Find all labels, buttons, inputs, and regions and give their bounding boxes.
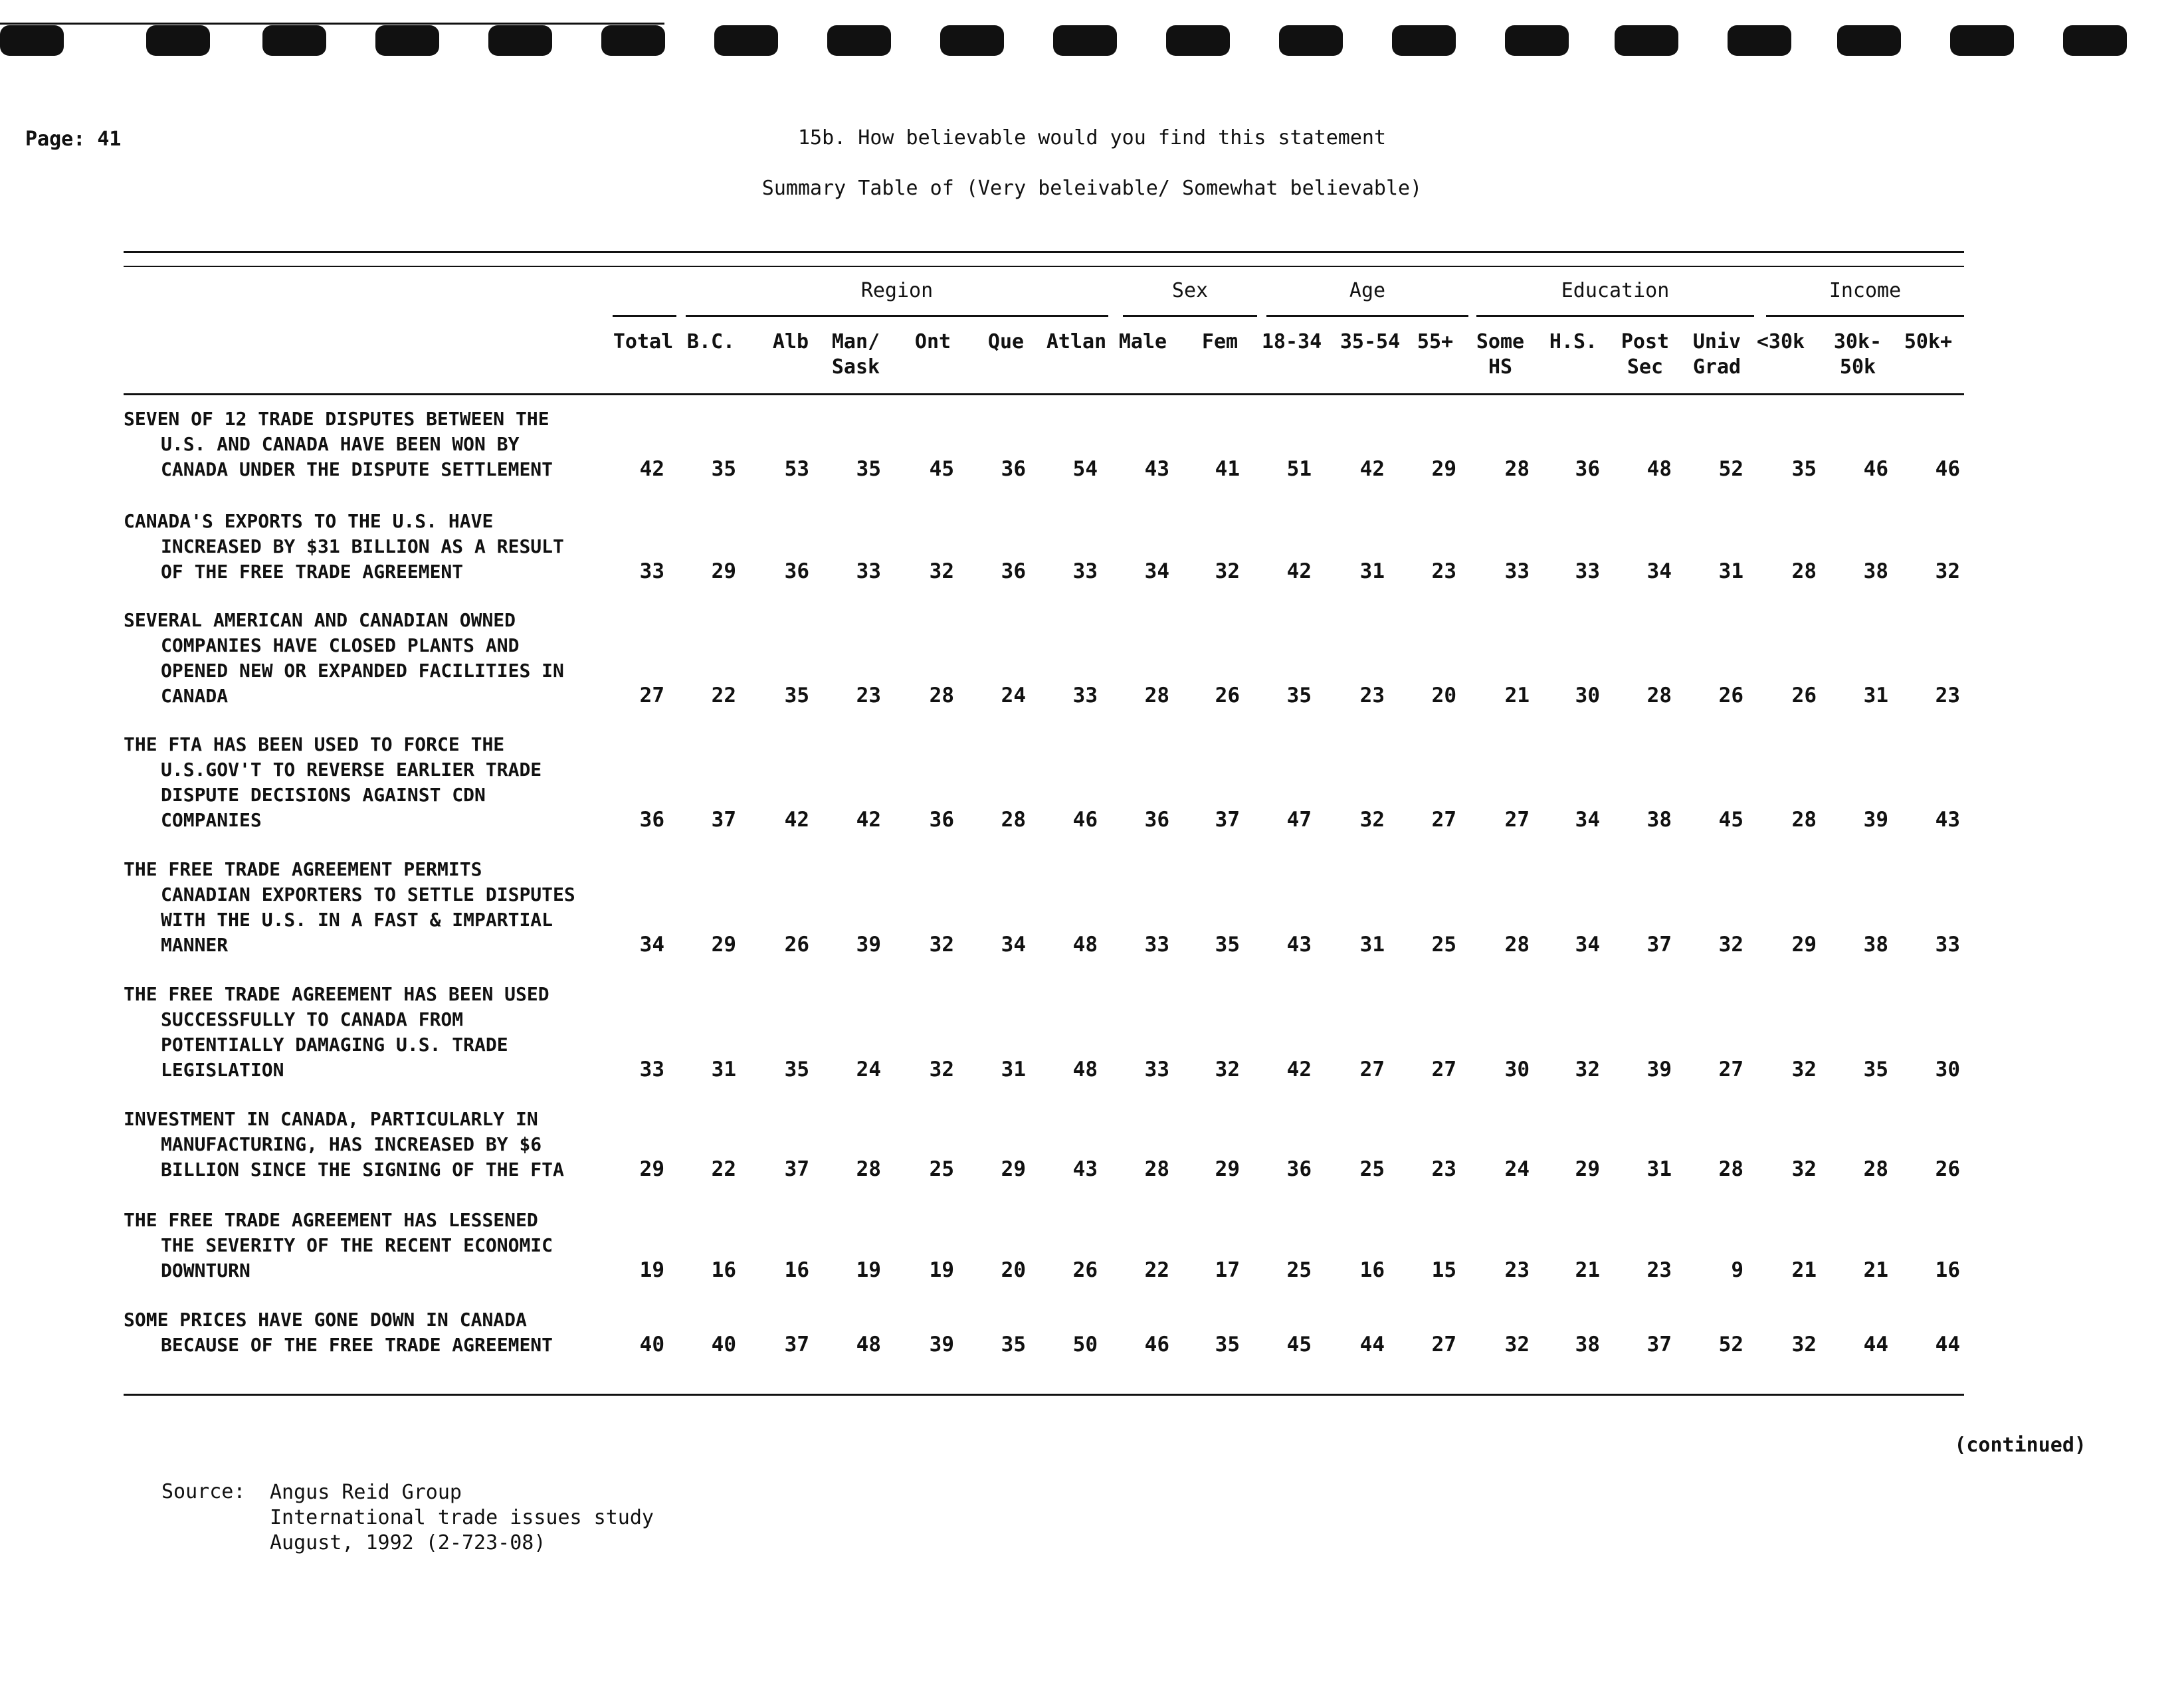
perforation-hole — [1392, 25, 1456, 56]
table-cell: 42 — [856, 808, 881, 832]
table-cell: 45 — [1286, 1333, 1312, 1357]
table-cell: 28 — [1646, 684, 1672, 707]
column-header-line: Total — [613, 330, 674, 353]
row-label-line: THE FREE TRADE AGREEMENT HAS BEEN USED — [124, 983, 549, 1005]
table-cell: 27 — [1431, 808, 1456, 832]
table-cell: 26 — [1791, 684, 1817, 707]
column-header-line: Sec — [1627, 355, 1664, 379]
row-label-line: BECAUSE OF THE FREE TRADE AGREEMENT — [161, 1334, 553, 1356]
table-cell: 34 — [1575, 933, 1600, 957]
table-cell: 32 — [1215, 1058, 1240, 1081]
table-cell: 34 — [1646, 559, 1672, 583]
column-header — [1534, 329, 1613, 355]
column-header — [1741, 329, 1821, 355]
table-cell: 20 — [1431, 684, 1456, 707]
table-bottom-rule — [124, 1394, 1964, 1396]
column-header-line: 35-54 — [1340, 330, 1401, 353]
perforation-hole — [1279, 25, 1343, 56]
table-cell: 23 — [1359, 684, 1385, 707]
column-header-line: HS — [1488, 355, 1513, 379]
table-cell: 21 — [1791, 1258, 1817, 1282]
table-cell: 27 — [1431, 1333, 1456, 1357]
perforation-hole — [827, 25, 891, 56]
table-cell: 20 — [1001, 1258, 1026, 1282]
row-label — [124, 407, 553, 482]
table-subtitle: Summary Table of (Very beleivable/ Somewhat believable) — [761, 177, 1423, 200]
table-cell: 38 — [1863, 559, 1888, 583]
row-label-line: THE SEVERITY OF THE RECENT ECONOMIC — [161, 1234, 553, 1256]
table-cell: 24 — [1001, 684, 1026, 707]
table-cell: 42 — [1286, 559, 1312, 583]
group-header-sex: Sex — [1171, 279, 1209, 302]
table-cell: 29 — [1431, 457, 1456, 481]
table-cell: 33 — [1504, 559, 1530, 583]
row-label-line: MANNER — [161, 934, 229, 956]
table-cell: 46 — [1144, 1333, 1169, 1357]
column-header-line: 50k — [1839, 355, 1876, 379]
column-header — [1888, 329, 1968, 355]
table-cell: 32 — [929, 933, 954, 957]
row-label-line: THE FREE TRADE AGREEMENT HAS LESSENED — [124, 1209, 538, 1231]
table-cell: 27 — [1504, 808, 1530, 832]
table-cell: 29 — [1575, 1157, 1600, 1181]
table-cell: 30 — [1935, 1058, 1960, 1081]
column-header-line: Ont — [914, 330, 951, 353]
row-label-line: DOWNTURN — [161, 1260, 250, 1281]
table-cell: 31 — [1863, 684, 1888, 707]
table-cell: 27 — [639, 684, 664, 707]
table-cell: 16 — [1935, 1258, 1960, 1282]
table-cell: 42 — [1286, 1058, 1312, 1081]
column-header — [1460, 329, 1540, 380]
table-cell: 54 — [1072, 457, 1098, 481]
table-cell: 23 — [1935, 684, 1960, 707]
table-cell: 35 — [784, 1058, 809, 1081]
table-cell: 19 — [639, 1258, 664, 1282]
table-cell: 23 — [1431, 1157, 1456, 1181]
perforation-hole — [0, 25, 64, 56]
column-header-line: Post — [1621, 330, 1670, 353]
table-cell: 51 — [1286, 457, 1312, 481]
table-cell: 23 — [1646, 1258, 1672, 1282]
column-header — [1252, 329, 1332, 355]
row-label-line: SOME PRICES HAVE GONE DOWN IN CANADA — [124, 1309, 527, 1331]
table-cell: 32 — [1718, 933, 1743, 957]
group-underline — [1123, 315, 1257, 317]
table-cell: 16 — [711, 1258, 736, 1282]
table-cell: 27 — [1359, 1058, 1385, 1081]
group-underline — [1266, 315, 1468, 317]
table-cell: 52 — [1718, 457, 1743, 481]
group-underline — [613, 315, 676, 317]
table-cell: 52 — [1718, 1333, 1743, 1357]
table-cell: 27 — [1431, 1058, 1456, 1081]
table-cell: 43 — [1935, 808, 1960, 832]
table-cell: 35 — [1863, 1058, 1888, 1081]
group-underline — [686, 315, 1108, 317]
column-header-line: Atlan — [1046, 330, 1107, 353]
column-header-line: Que — [987, 330, 1025, 353]
table-cell: 32 — [1215, 559, 1240, 583]
table-cell: 19 — [856, 1258, 881, 1282]
table-cell: 32 — [1791, 1157, 1817, 1181]
table-cell: 36 — [1575, 457, 1600, 481]
perforation-hole — [1053, 25, 1117, 56]
row-label-line: BILLION SINCE THE SIGNING OF THE FTA — [161, 1159, 564, 1180]
table-cell: 29 — [639, 1157, 664, 1181]
table-cell: 43 — [1072, 1157, 1098, 1181]
table-cell: 33 — [1575, 559, 1600, 583]
column-header-line: 30k- — [1833, 330, 1882, 353]
table-cell: 28 — [1791, 559, 1817, 583]
table-cell: 36 — [1144, 808, 1169, 832]
row-label-line: INVESTMENT IN CANADA, PARTICULARLY IN — [124, 1108, 538, 1130]
table-cell: 31 — [1646, 1157, 1672, 1181]
column-header-line: <30k — [1756, 330, 1805, 353]
column-header-line: Fem — [1201, 330, 1239, 353]
table-cell: 26 — [1072, 1258, 1098, 1282]
table-cell: 28 — [1718, 1157, 1743, 1181]
table-cell: 46 — [1863, 457, 1888, 481]
table-cell: 26 — [1215, 684, 1240, 707]
table-cell: 45 — [1718, 808, 1743, 832]
table-cell: 37 — [711, 808, 736, 832]
row-label-line: INCREASED BY $31 BILLION AS A RESULT — [161, 535, 564, 557]
row-label-line: CANADA — [161, 685, 229, 707]
row-label-line: THE FREE TRADE AGREEMENT PERMITS — [124, 858, 482, 880]
table-cell: 34 — [1001, 933, 1026, 957]
table-cell: 44 — [1359, 1333, 1385, 1357]
table-cell: 42 — [1359, 457, 1385, 481]
row-label-line: OF THE FREE TRADE AGREEMENT — [161, 561, 464, 583]
table-cell: 23 — [1431, 559, 1456, 583]
table-cell: 32 — [1791, 1333, 1817, 1357]
continued-note: (continued) — [1954, 1434, 2086, 1457]
table-cell: 48 — [1646, 457, 1672, 481]
table-cell: 22 — [711, 684, 736, 707]
source-line: International trade issues study — [270, 1506, 654, 1529]
table-cell: 53 — [784, 457, 809, 481]
table-cell: 32 — [1791, 1058, 1817, 1081]
table-cell: 26 — [784, 933, 809, 957]
perforation-hole — [1505, 25, 1569, 56]
table-cell: 37 — [1646, 933, 1672, 957]
table-top-rule — [124, 251, 1964, 253]
perforation-hole — [940, 25, 1004, 56]
perforation-hole — [488, 25, 552, 56]
row-label — [124, 1107, 564, 1182]
table-cell: 28 — [1144, 684, 1169, 707]
table-cell: 44 — [1935, 1333, 1960, 1357]
table-cell: 38 — [1575, 1333, 1600, 1357]
table-cell: 26 — [1935, 1157, 1960, 1181]
header-bottom-rule — [124, 393, 1964, 395]
group-header-education: Education — [1561, 279, 1670, 302]
column-header-line: Some — [1476, 330, 1525, 353]
group-underline — [1766, 315, 1964, 317]
table-cell: 36 — [1286, 1157, 1312, 1181]
table-cell: 19 — [929, 1258, 954, 1282]
table-cell: 37 — [784, 1333, 809, 1357]
table-cell: 48 — [856, 1333, 881, 1357]
table-cell: 36 — [1001, 559, 1026, 583]
table-cell: 27 — [1718, 1058, 1743, 1081]
column-header-line: Grad — [1692, 355, 1741, 379]
row-label-line: DISPUTE DECISIONS AGAINST CDN — [161, 784, 486, 806]
table-cell: 23 — [856, 684, 881, 707]
table-cell: 30 — [1575, 684, 1600, 707]
column-header-line: Male — [1118, 330, 1167, 353]
table-cell: 45 — [929, 457, 954, 481]
table-cell: 40 — [711, 1333, 736, 1357]
perforation-strip — [0, 23, 2184, 62]
table-cell: 50 — [1072, 1333, 1098, 1357]
column-header-line: H.S. — [1549, 330, 1598, 353]
table-cell: 28 — [1791, 808, 1817, 832]
table-cell: 28 — [1001, 808, 1026, 832]
table-cell: 36 — [1001, 457, 1026, 481]
table-cell: 33 — [1144, 933, 1169, 957]
table-cell: 29 — [711, 933, 736, 957]
table-cell: 42 — [639, 457, 664, 481]
row-label — [124, 857, 575, 958]
table-cell: 24 — [856, 1058, 881, 1081]
table-cell: 37 — [784, 1157, 809, 1181]
perforation-hole — [1950, 25, 2014, 56]
table-cell: 35 — [1215, 1333, 1240, 1357]
perforation-hole — [601, 25, 665, 56]
row-label — [124, 982, 549, 1083]
table-cell: 31 — [1001, 1058, 1026, 1081]
table-cell: 33 — [1072, 684, 1098, 707]
perforation-hole — [375, 25, 439, 56]
table-cell: 31 — [711, 1058, 736, 1081]
row-label-line: CANADIAN EXPORTERS TO SETTLE DISPUTES — [161, 884, 575, 905]
table-cell: 46 — [1935, 457, 1960, 481]
group-header-region: Region — [860, 279, 934, 302]
group-underline — [1476, 315, 1754, 317]
table-cell: 35 — [856, 457, 881, 481]
table-cell: 22 — [1144, 1258, 1169, 1282]
table-cell: 35 — [1215, 933, 1240, 957]
table-cell: 33 — [1935, 933, 1960, 957]
column-header-line: 50k+ — [1904, 330, 1953, 353]
table-cell: 43 — [1144, 457, 1169, 481]
table-cell: 30 — [1504, 1058, 1530, 1081]
table-cell: 29 — [711, 559, 736, 583]
row-label-line: SUCCESSFULLY TO CANADA FROM — [161, 1008, 464, 1030]
table-cell: 36 — [639, 808, 664, 832]
table-cell: 32 — [929, 559, 954, 583]
column-header-line: 55+ — [1417, 330, 1454, 353]
table-cell: 39 — [929, 1333, 954, 1357]
perforation-hole — [146, 25, 210, 56]
table-cell: 21 — [1504, 684, 1530, 707]
group-header-age: Age — [1349, 279, 1386, 302]
table-cell: 25 — [1431, 933, 1456, 957]
table-cell: 32 — [1575, 1058, 1600, 1081]
column-header — [1180, 329, 1260, 355]
table-cell: 25 — [929, 1157, 954, 1181]
row-label-line: CANADA'S EXPORTS TO THE U.S. HAVE — [124, 510, 494, 532]
table-cell: 33 — [639, 559, 664, 583]
group-header-income: Income — [1829, 279, 1902, 302]
table-cell: 39 — [1863, 808, 1888, 832]
table-cell: 33 — [1072, 559, 1098, 583]
table-cell: 39 — [856, 933, 881, 957]
table-cell: 36 — [929, 808, 954, 832]
table-cell: 28 — [1863, 1157, 1888, 1181]
table-cell: 26 — [1718, 684, 1743, 707]
table-cell: 24 — [1504, 1157, 1530, 1181]
row-label — [124, 1208, 553, 1283]
table-cell: 48 — [1072, 933, 1098, 957]
column-header — [1605, 329, 1685, 380]
table-cell: 25 — [1286, 1258, 1312, 1282]
row-label-line: WITH THE U.S. IN A FAST & IMPARTIAL — [161, 909, 553, 931]
row-label — [124, 608, 564, 709]
table-cell: 34 — [1144, 559, 1169, 583]
source-text — [270, 1480, 654, 1556]
column-header — [893, 329, 973, 355]
table-cell: 32 — [929, 1058, 954, 1081]
perforation-hole — [714, 25, 778, 56]
perforation-hole — [1728, 25, 1791, 56]
row-label-line: POTENTIALLY DAMAGING U.S. TRADE — [161, 1034, 508, 1056]
page-number: Page: 41 — [25, 128, 122, 151]
table-cell: 28 — [929, 684, 954, 707]
top-edge-line — [0, 23, 664, 25]
table-cell: 28 — [1504, 933, 1530, 957]
perforation-hole — [262, 25, 326, 56]
column-header — [1818, 329, 1898, 380]
table-cell: 15 — [1431, 1258, 1456, 1282]
row-label-line: SEVERAL AMERICAN AND CANADIAN OWNED — [124, 609, 516, 631]
table-cell: 32 — [1935, 559, 1960, 583]
table-cell: 29 — [1001, 1157, 1026, 1181]
table-cell: 40 — [639, 1333, 664, 1357]
row-label-line: OPENED NEW OR EXPANDED FACILITIES IN — [161, 660, 564, 682]
table-cell: 22 — [711, 1157, 736, 1181]
row-label-line: SEVEN OF 12 TRADE DISPUTES BETWEEN THE — [124, 408, 549, 430]
row-label — [124, 509, 564, 585]
source-line: Angus Reid Group — [270, 1481, 462, 1504]
table-cell: 31 — [1359, 933, 1385, 957]
table-cell: 29 — [1791, 933, 1817, 957]
table-cell: 46 — [1072, 808, 1098, 832]
table-cell: 33 — [639, 1058, 664, 1081]
perforation-hole — [1615, 25, 1678, 56]
column-header-line: Sask — [831, 355, 880, 379]
row-label-line: COMPANIES — [161, 809, 262, 831]
row-label — [124, 1307, 553, 1358]
table-cell: 32 — [1359, 808, 1385, 832]
perforation-hole — [1166, 25, 1230, 56]
table-cell: 35 — [1791, 457, 1817, 481]
table-cell: 38 — [1863, 933, 1888, 957]
table-cell: 9 — [1731, 1258, 1743, 1282]
table-cell: 48 — [1072, 1058, 1098, 1081]
table-cell: 31 — [1359, 559, 1385, 583]
table-cell: 35 — [711, 457, 736, 481]
table-top-rule-2 — [124, 266, 1964, 267]
table-cell: 25 — [1359, 1157, 1385, 1181]
table-cell: 32 — [1504, 1333, 1530, 1357]
column-header — [1103, 329, 1183, 355]
table-cell: 41 — [1215, 457, 1240, 481]
table-cell: 39 — [1646, 1058, 1672, 1081]
row-label-line: COMPANIES HAVE CLOSED PLANTS AND — [161, 634, 520, 656]
table-cell: 37 — [1215, 808, 1240, 832]
table-cell: 34 — [1575, 808, 1600, 832]
column-header-line: Univ — [1692, 330, 1741, 353]
row-label-line: MANUFACTURING, HAS INCREASED BY $6 — [161, 1133, 542, 1155]
table-cell: 21 — [1575, 1258, 1600, 1282]
table-cell: 21 — [1863, 1258, 1888, 1282]
question-title: 15b. How believable would you find this statement — [797, 126, 1386, 149]
row-label-line: LEGISLATION — [161, 1059, 284, 1081]
row-label-line: CANADA UNDER THE DISPUTE SETTLEMENT — [161, 458, 553, 480]
table-cell: 35 — [1001, 1333, 1026, 1357]
source-line: August, 1992 (2-723-08) — [270, 1531, 546, 1554]
table-cell: 36 — [784, 559, 809, 583]
column-header-line: Alb — [772, 330, 809, 353]
table-cell: 35 — [1286, 684, 1312, 707]
table-cell: 16 — [1359, 1258, 1385, 1282]
table-cell: 28 — [1144, 1157, 1169, 1181]
table-cell: 33 — [1144, 1058, 1169, 1081]
table-cell: 29 — [1215, 1157, 1240, 1181]
perforation-hole — [2063, 25, 2127, 56]
perforation-hole — [1837, 25, 1901, 56]
table-cell: 42 — [784, 808, 809, 832]
table-cell: 17 — [1215, 1258, 1240, 1282]
table-cell: 44 — [1863, 1333, 1888, 1357]
row-label — [124, 732, 542, 833]
table-cell: 37 — [1646, 1333, 1672, 1357]
column-header-line: Man/ — [831, 330, 880, 353]
column-header — [966, 329, 1046, 355]
column-header-line: 18-34 — [1261, 330, 1322, 353]
table-cell: 23 — [1504, 1258, 1530, 1282]
table-cell: 16 — [784, 1258, 809, 1282]
row-label-line: THE FTA HAS BEEN USED TO FORCE THE — [124, 733, 505, 755]
table-cell: 33 — [856, 559, 881, 583]
column-header — [816, 329, 896, 380]
source-label: Source: — [161, 1480, 246, 1503]
table-cell: 28 — [1504, 457, 1530, 481]
table-cell: 43 — [1286, 933, 1312, 957]
column-header-line: B.C. — [686, 330, 736, 353]
row-label-line: U.S. AND CANADA HAVE BEEN WON BY — [161, 433, 520, 455]
table-cell: 28 — [856, 1157, 881, 1181]
table-cell: 31 — [1718, 559, 1743, 583]
table-cell: 38 — [1646, 808, 1672, 832]
column-header — [671, 329, 751, 355]
table-cell: 34 — [639, 933, 664, 957]
row-label-line: U.S.GOV'T TO REVERSE EARLIER TRADE — [161, 759, 542, 781]
table-cell: 47 — [1286, 808, 1312, 832]
table-cell: 35 — [784, 684, 809, 707]
